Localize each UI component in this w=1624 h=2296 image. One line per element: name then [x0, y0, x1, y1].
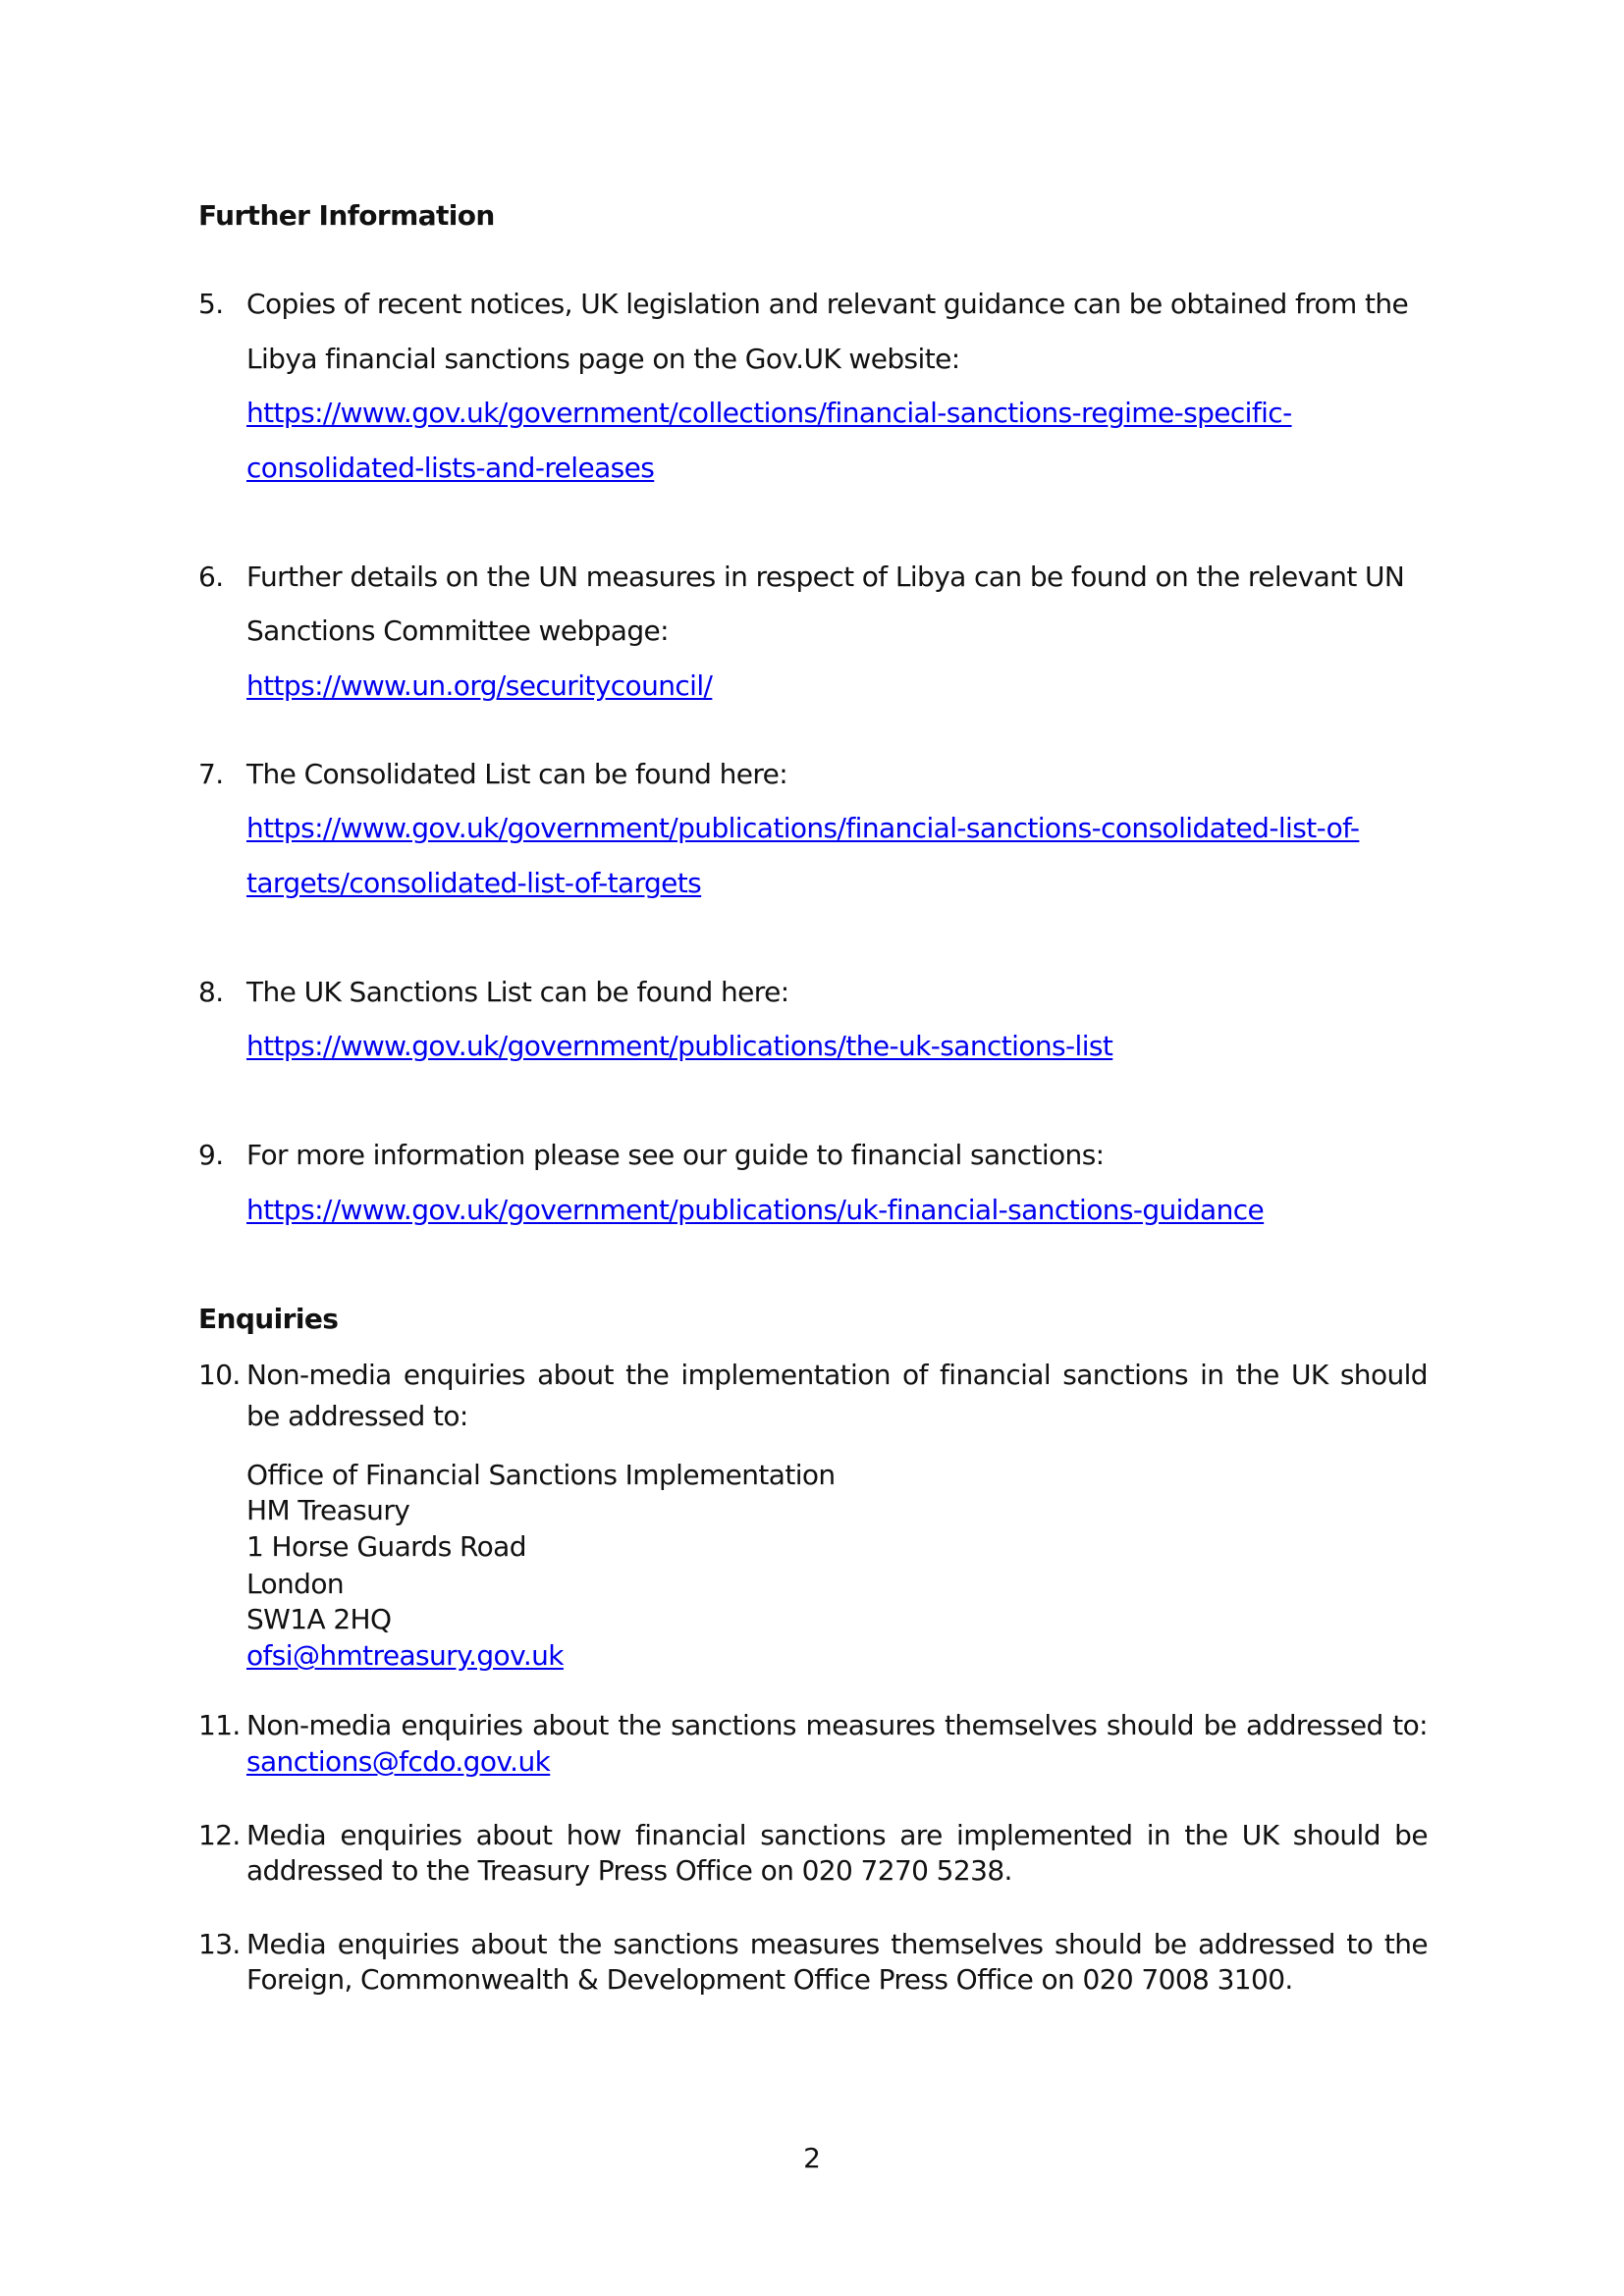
section-heading-enquiries: Enquiries	[198, 1303, 339, 1335]
item-text: Foreign, Commonwealth & Development Office Press Office on 020 7008 3100.	[246, 1963, 1293, 1996]
item-text: For more information please see our guide to financial sanctions:	[246, 1139, 1105, 1171]
link-financial-sanctions-regime-specific-cont[interactable]: consolidated-lists-and-releases	[246, 452, 655, 484]
item-text: Further details on the UN measures in respect of Libya can be found on the relevant UN	[246, 561, 1405, 593]
email-link-ofsi[interactable]: ofsi@hmtreasury.gov.uk	[246, 1639, 564, 1672]
address-line: SW1A 2HQ	[246, 1603, 392, 1635]
item-text: Libya financial sanctions page on the Gov.UK website:	[246, 343, 960, 375]
list-number: 11.	[198, 1709, 241, 1741]
item-text: The Consolidated List can be found here:	[246, 758, 788, 790]
page-number: 2	[803, 2142, 821, 2174]
link-un-security-council[interactable]: https://www.un.org/securitycouncil/	[246, 669, 713, 702]
list-number: 7.	[198, 758, 224, 790]
item-text: Media enquiries about the sanctions measures themselves should be addressed to the	[246, 1928, 1428, 1960]
list-number: 9.	[198, 1139, 224, 1171]
link-financial-sanctions-regime-specific[interactable]: https://www.gov.uk/government/collections/financial-sanctions-regime-specific-	[246, 397, 1292, 429]
item-text: Non-media enquiries about the implementation of financial sanctions in the UK should	[246, 1359, 1428, 1391]
email-link-fcdo-sanctions[interactable]: sanctions@fcdo.gov.uk	[246, 1745, 551, 1778]
list-number: 5.	[198, 288, 224, 320]
list-number: 12.	[198, 1819, 241, 1851]
item-text: Sanctions Committee webpage:	[246, 614, 669, 647]
list-number: 10.	[198, 1359, 241, 1391]
link-uk-sanctions-list[interactable]: https://www.gov.uk/government/publications/the-uk-sanctions-list	[246, 1030, 1113, 1062]
link-sanctions-guidance[interactable]: https://www.gov.uk/government/publications/uk-financial-sanctions-guidance	[246, 1194, 1265, 1226]
address-line: 1 Horse Guards Road	[246, 1530, 526, 1563]
item-text: The UK Sanctions List can be found here:	[246, 976, 789, 1008]
item-text: Copies of recent notices, UK legislation and relevant guidance can be obtained from the	[246, 288, 1409, 320]
link-consolidated-list[interactable]: https://www.gov.uk/government/publications/financial-sanctions-consolidated-list-of-	[246, 812, 1360, 844]
list-number: 6.	[198, 561, 224, 593]
list-number: 13.	[198, 1928, 241, 1960]
address-line: London	[246, 1568, 345, 1600]
link-consolidated-list-cont[interactable]: targets/consolidated-list-of-targets	[246, 867, 702, 899]
item-text: addressed to the Treasury Press Office on 020 7270 5238.	[246, 1854, 1012, 1887]
item-text: Non-media enquiries about the sanctions measures themselves should be addressed to:	[246, 1709, 1428, 1741]
item-text: be addressed to:	[246, 1400, 468, 1432]
section-heading-further-information: Further Information	[198, 199, 495, 232]
address-line: Office of Financial Sanctions Implementation	[246, 1459, 836, 1491]
list-number: 8.	[198, 976, 224, 1008]
address-line: HM Treasury	[246, 1494, 410, 1526]
item-text: Media enquiries about how financial sanctions are implemented in the UK should be	[246, 1819, 1428, 1851]
